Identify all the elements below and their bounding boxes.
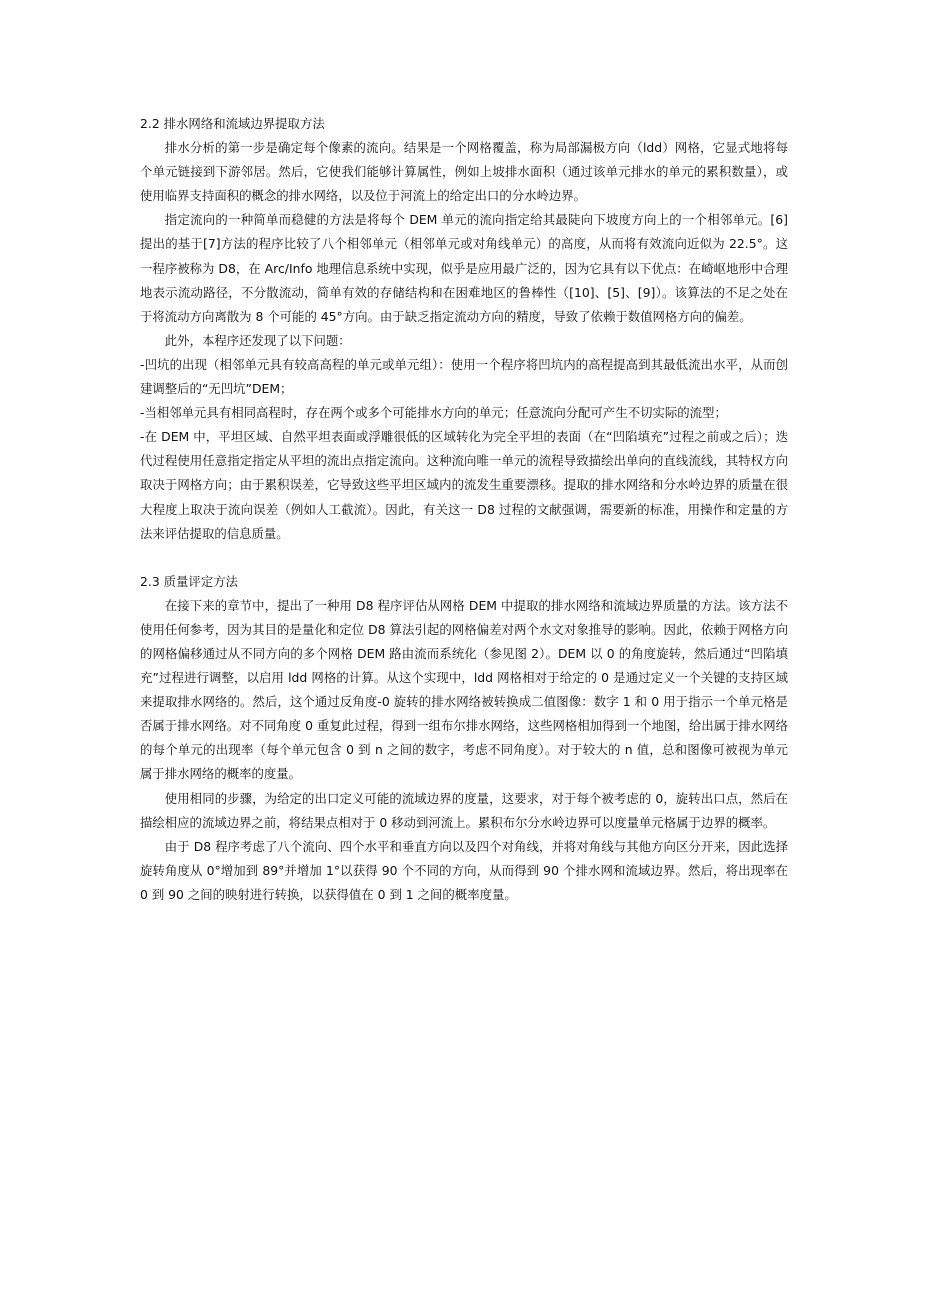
list-item: -当相邻单元具有相同高程时，存在两个或多个可能排水方向的单元；任意流向分配可产生不切实际的流型；	[140, 405, 727, 421]
list-item: -在 DEM 中，平坦区域、自然平坦表面或浮雕很低的区域转化为完全平坦的表面（在“凹陷填充”过程之前或之后）；迭代过程使用任意指定指定从平坦的流出点指定流向。这种流向唯一单元的流程导致描绘出单向的直线流线，其特权方向取决于网格方向；由于累积误差，它导致这些平坦区域内的流发生重要漂移。提取的排水网络和分水岭边界的质量在很大程度上取决于流向误差（例如人工截流）。因此，有关这一 D8 过程的文献强调，需要新的标准，用操作和定量的方法来评估提取的信息质量。	[140, 429, 788, 541]
paragraph: 指定流向的一种简单而稳健的方法是将每个 DEM 单元的流向指定给其最陡向下坡度方向上的一个相邻单元。[6]提出的基于[7]方法的程序比较了八个相邻单元（相邻单元或对角线单元）的高度，从而将有效流向近似为 22.5°。这一程序被称为 D8，在 Arc/Info 地理信息系统中实现，似乎是应用最广泛的，因为它具有以下优点：在崎岖地形中合理地表示流动路径，不分散流动，简单有效的存储结构和在困难地区的鲁棒性（[10]、[5]、[9]）。该算法的不足之处在于将流动方向离散为 8 个可能的 45°方向。由于缺乏指定流动方向的精度，导致了依赖于数值网格方向的偏差。	[140, 212, 788, 324]
section-heading-2-2: 2.2 排水网络和流域边界提取方法	[140, 116, 325, 131]
paragraph: 使用相同的步骤，为给定的出口定义可能的流域边界的度量，这要求，对于每个被考虑的 0，旋转出口点，然后在描绘相应的流域边界之前，将结果点相对于 0 移动到河流上。累积布尔分水岭边界可以度量单元格属于边界的概率。	[140, 790, 788, 830]
section-heading-2-3: 2.3 质量评定方法	[140, 573, 238, 589]
paragraph: 由于 D8 程序考虑了八个流向、四个水平和垂直方向以及四个对角线，并将对角线与其他方向区分开来，因此选择旋转角度从 0°增加到 89°并增加 1°以获得 90 个不同的方向，从而得到 90 个排水网和流域边界。然后，将出现率在 0 到 90 之间的映射进行转换，以获得值在 0 到 1 之间的概率度量。	[140, 838, 788, 902]
paragraph: 在接下来的章节中，提出了一种用 D8 程序评估从网格 DEM 中提取的排水网络和流域边界质量的方法。该方法不使用任何参考，因为其目的是量化和定位 D8 算法引起的网格偏差对两个水文对象推导的影响。因此，依赖于网格方向的网格偏移通过从不同方向的多个网格 DEM 路由流而系统化（参见图 2）。DEM 以 0 的角度旋转，然后通过“凹陷填充”过程进行调整，以启用 ldd 网格的计算。从这个实现中，ldd 网格相对于给定的 0 是通过定义一个关键的支持区域来提取排水网络的。然后，这个通过反角度-0 旋转的排水网络被转换成二值图像：数字 1 和 0 用于指示一个单元格是否属于排水网络。对不同角度 0 重复此过程，得到一组布尔排水网络，这些网格相加得到一个地图，给出属于排水网络的每个单元的出现率（每个单元包含 0 到 n 之间的数字，考虑不同角度）。对于较大的 n 值，总和图像可被视为单元属于排水网络的概率的度量。	[140, 597, 788, 782]
document-page	[140, 112, 788, 907]
paragraph: 此外，本程序还发现了以下问题：	[164, 332, 351, 348]
list-item: -凹坑的出现（相邻单元具有较高高程的单元或单元组）：使用一个程序将凹坑内的高程提高到其最低流出水平，从而创建调整后的“无凹坑”DEM；	[140, 356, 788, 397]
paragraph: 排水分析的第一步是确定每个像素的流向。结果是一个网格覆盖，称为局部漏极方向（ldd）网格，它显式地将每个单元链接到下游邻居。然后，它使我们能够计算属性，例如上坡排水面积（通过该单元排水的单元的累积数量），或使用临界支持面积的概念的排水网络，以及位于河流上的给定出口的分水岭边界。	[140, 140, 788, 204]
section-spacer	[140, 546, 788, 570]
